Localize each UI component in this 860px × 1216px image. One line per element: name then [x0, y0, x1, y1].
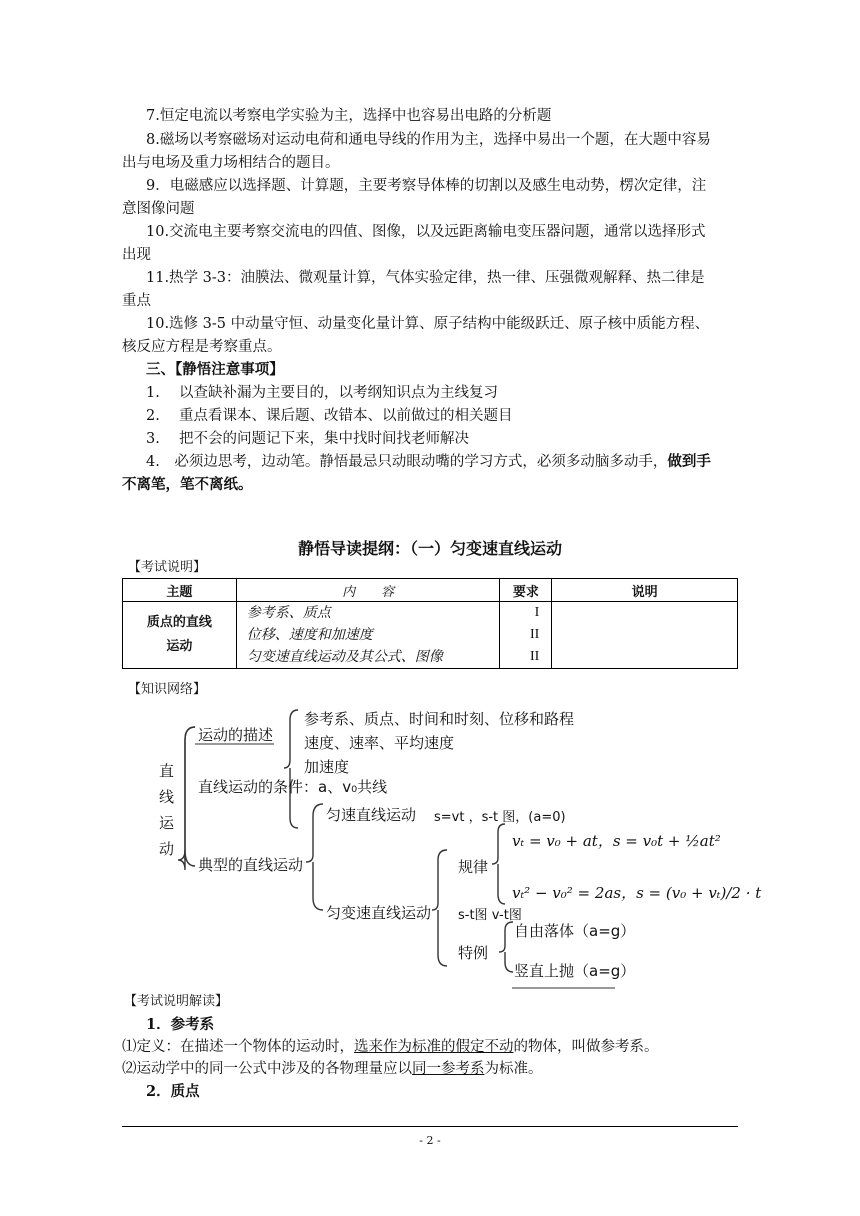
content-item-3: 匀变速直线运动及其公式、图像 — [246, 649, 443, 665]
note-4-line2: 不离笔，笔不离纸。 — [122, 476, 253, 493]
requirement-2: II — [529, 627, 540, 642]
header-notes: 说明 — [552, 579, 738, 602]
describe-item-3: 加速度 — [304, 758, 350, 776]
paragraph-7: 7.恒定电流以考察电学实验为主，选择中也容易出电路的分析题 — [146, 108, 552, 124]
graphs-label: s-t图 v-t图 — [458, 908, 522, 923]
knowledge-network-label: 【知识网络】 — [128, 682, 207, 697]
notes-cell — [552, 602, 738, 669]
paragraph-11-line1: 11.热学 3-3：油膜法、微观量计算，气体实验定律，热一律、压强微观解释、热二律是 — [146, 270, 705, 286]
definition-2-underlined: 同一参考系 — [412, 1061, 485, 1077]
note-4-bold: 做到手 — [667, 453, 711, 470]
topic-line1: 质点的直线 — [146, 615, 212, 630]
header-topic: 主题 — [123, 579, 237, 602]
paragraph-10-line2: 出现 — [122, 247, 151, 263]
note-3: 3. 把不会的问题记下来，集中找时间找老师解决 — [146, 431, 469, 447]
note-4-line1 — [146, 452, 711, 472]
node-motion-description: 运动的描述 — [198, 726, 274, 744]
exam-table — [122, 578, 738, 669]
definition-1-text: ⑴定义：在描述一个物体的运动时， — [122, 1039, 354, 1055]
node-uniform-accel: 匀变速直线运动 — [326, 904, 432, 922]
section-1-heading: 1．参考系 — [146, 1016, 215, 1033]
uniform-formula: s=vt ，s-t 图，(a=0) — [434, 810, 566, 825]
formula-1: vₜ = v₀ + at，s = v₀t + ½at² — [512, 832, 721, 850]
paragraph-12-line1: 10.选修 3-5 中动量守恒、动量变化量计算、原子结构中能级跃迁、原子核中质能方程、 — [146, 316, 710, 332]
topic-cell — [123, 602, 237, 669]
content-item-1: 参考系、质点 — [246, 605, 331, 621]
definition-2-text: ⑵运动学中的同一公式中涉及的各物理量应以 — [122, 1061, 412, 1077]
note-1: 1. 以查缺补漏为主要目的，以考纲知识点为主线复习 — [146, 385, 498, 401]
definition-2-end: 为标准。 — [484, 1061, 543, 1077]
section-2-heading: 2．质点 — [146, 1083, 200, 1100]
root-char-2: 线 — [159, 788, 175, 806]
paragraph-10-line1: 10.交流电主要考察交流电的四值、图像，以及远距离输电变压器问题，通常以选择形式 — [146, 224, 706, 240]
interpretation-label: 【考试说明解读】 — [124, 994, 229, 1009]
section-3-heading: 三、【静悟注意事项】 — [146, 361, 284, 378]
topic-line2: 运动 — [166, 639, 193, 654]
footer-rule — [122, 1126, 738, 1127]
paragraph-11-line2: 重点 — [122, 293, 151, 309]
node-condition: 直线运动的条件：a、v₀共线 — [198, 778, 388, 796]
node-law: 规律 — [458, 858, 489, 876]
paragraph-9-line2: 意图像问题 — [122, 201, 195, 217]
paragraph-12-line2: 核反应方程是考察重点。 — [122, 339, 282, 355]
paragraph-8-line1: 8.磁场以考察磁场对运动电荷和通电导线的作用为主，选择中易出一个题，在大题中容易 — [146, 132, 711, 148]
node-typical-motion: 典型的直线运动 — [198, 856, 304, 874]
header-content: 内 容 — [236, 579, 500, 602]
page-number: - 2 - — [419, 1134, 441, 1147]
requirement-cell — [500, 602, 552, 669]
content-item-2: 位移、速度和加速度 — [246, 627, 373, 643]
note-4-text: 4. 必须边思考，边动笔。静悟最忌只动眼动嘴的学习方式，必须多动脑多动手， — [146, 454, 668, 470]
special-freefall: 自由落体（a=g） — [514, 922, 636, 940]
note-2: 2. 重点看课本、课后题、改错本、以前做过的相关题目 — [146, 408, 513, 424]
paragraph-9-line1: 9．电磁感应以选择题、计算题，主要考察导体棒的切割以及感生电动势，楞次定律，注 — [146, 178, 707, 194]
mindmap-root — [159, 758, 177, 862]
header-requirement: 要求 — [500, 579, 552, 602]
describe-item-1: 参考系、质点、时间和时刻、位移和路程 — [304, 710, 575, 728]
root-char-1: 直 — [159, 762, 175, 780]
root-char-3: 运 — [159, 814, 175, 832]
paragraph-8-line2: 出与电场及重力场相结合的题目。 — [122, 155, 340, 171]
definition-1-underlined: 选来作为标准的假定不动 — [354, 1039, 514, 1055]
requirement-3: II — [529, 649, 540, 664]
definition-2 — [122, 1059, 543, 1079]
requirement-1: I — [534, 605, 540, 620]
exam-description-label: 【考试说明】 — [128, 560, 207, 575]
node-special-cases: 特例 — [458, 944, 489, 962]
definition-1-end: 的物体，叫做参考系。 — [513, 1039, 659, 1055]
content-cell — [236, 602, 500, 669]
describe-item-2: 速度、速率、平均速度 — [304, 734, 455, 752]
formula-2: vₜ² − v₀² = 2as，s = (v₀ + vₜ)/2 · t — [512, 884, 762, 902]
root-char-4: 动 — [159, 840, 175, 858]
special-upthrow: 竖直上抛（a=g） — [514, 962, 636, 980]
document-title: 静悟导读提纲：（一）匀变速直线运动 — [297, 539, 562, 558]
node-uniform-motion: 匀速直线运动 — [326, 806, 417, 824]
definition-1 — [122, 1037, 659, 1057]
